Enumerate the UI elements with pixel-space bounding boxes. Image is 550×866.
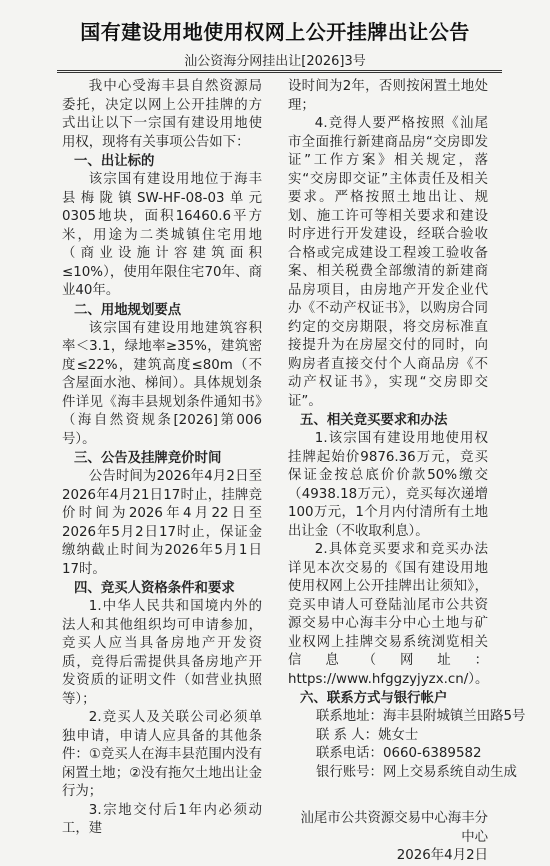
right-column — [288, 78, 526, 866]
contact-block — [288, 708, 526, 782]
section-4-item-4: 4.竞得人要严格按照《汕尾市全面推行新建商品房“交房即发证”工作方案》相关规定，落实“交房即交证”主体责任及相关要求。严格按照土地出让、规划、施工许可等相关要求和建设时序进行开发建设，经联合验收合格或完成建设工程竣工验收备案、相关税费全部缴清的新建商品房项目，由房地产开发企业代办《不动产权证书》，以购房合同约定的交房期限，将交房标准直接提升为在房屋交付的同时，向购房者直接交付个人商品房《不动产权证书》，实现“交房即交证”。 — [288, 116, 488, 409]
intro-paragraph: 我中心受海丰县自然资源局委托，决定以网上公开挂牌的方式出让以下一宗国有建设用地使用权，现将有关事项公告如下： — [62, 79, 262, 150]
notice-title: 国有建设用地使用权网上公开挂牌出让公告 — [80, 20, 470, 44]
contact-address: 联系地址：海丰县附城镇兰田路5号 — [316, 709, 526, 724]
section-1-text: 该宗国有建设用地位于海丰县梅陇镇SW-HF-08-03单元0305地块，面积16460.6平方米，用途为二类城镇住宅用地（商业设施计容建筑面积≤10%），使用年限住宅70年、商业40年。 — [62, 172, 262, 298]
section-1-heading: 一、出让标的 — [74, 154, 155, 169]
document-number: 汕公资海分网挂出让[2026]3号 — [184, 54, 366, 69]
title-divider-second — [57, 72, 502, 73]
section-4-item-2: 2.竞买人及关联公司必须单独申请，申请人应具备的其他条件：①竞买人在海丰县范围内没有闲置土地；②没有拖欠土地出让金行为； — [62, 710, 262, 799]
issuer-name: 汕尾市公共资源交易中心海丰分中心 — [300, 811, 488, 845]
title-divider — [57, 70, 502, 71]
section-4-item-3-continued: 设时间为2年，否则按闲置土地处理； — [288, 79, 488, 113]
section-4-heading: 四、竞买人资格条件和要求 — [74, 581, 235, 596]
section-5-heading: 五、相关竞买要求和办法 — [300, 413, 448, 428]
issue-date: 2026年4月2日 — [396, 848, 488, 863]
bank-account: 银行账号：网上交易系统自动生成 — [316, 764, 517, 780]
section-2-text: 该宗国有建设用地建筑容积率＜3.1，绿地率≥35%，建筑密度≤22%，建筑高度≤80m（不含屋面水池、梯间）。具体规划条件详见《海丰县规划条件通知书》（海自然资规条[2026]第006号）。 — [62, 320, 262, 447]
section-4-item-1: 1.中华人民共和国境内外的法人和其他组织均可申请参加，竞买人应当具备房地产开发资质，竞得后需提供具备房地产开发资质的证明文件（如营业执照等）； — [62, 599, 262, 707]
contact-person: 联 系 人：姚女士 — [316, 727, 419, 743]
section-4-item-3: 3.宗地交付后1年内必须动工，建 — [62, 802, 262, 836]
section-5-item-2: 2.具体竞买要求和竞买办法详见本次交易的《国有建设用地使用权网上公开挂牌出让须知》，竞买申请人可登陆汕尾市公共资源交易中心海丰分中心土地与矿业权网上挂牌交易系统浏览相关信息（网址：https://www.hfggzyjyzx.cn/）。 — [288, 542, 489, 687]
contact-phone: 联系电话：0660-6389582 — [316, 746, 482, 761]
section-2-heading: 二、用地规划要点 — [74, 302, 182, 318]
section-3-text: 公告时间为2026年4月2日至2026年4月21日17时止，挂牌竞价时间为2026年4月22日至2026年5月2日17时止，保证金缴纳截止时间为2026年5月1日17时。 — [62, 469, 262, 577]
left-column — [62, 78, 262, 839]
section-3-heading: 三、公告及挂牌竞价时间 — [74, 451, 222, 466]
section-5-item-1: 1.该宗国有建设用地使用权挂牌起始价9876.36万元，竞买保证金按总底价价款50%缴交（4938.18万元），竞买每次递增100万元，1个月内付清所有土地出让金（不收取利息）。 — [288, 431, 488, 539]
section-6-heading: 六、联系方式与银行帐户 — [300, 691, 448, 706]
signature-block — [288, 810, 488, 866]
